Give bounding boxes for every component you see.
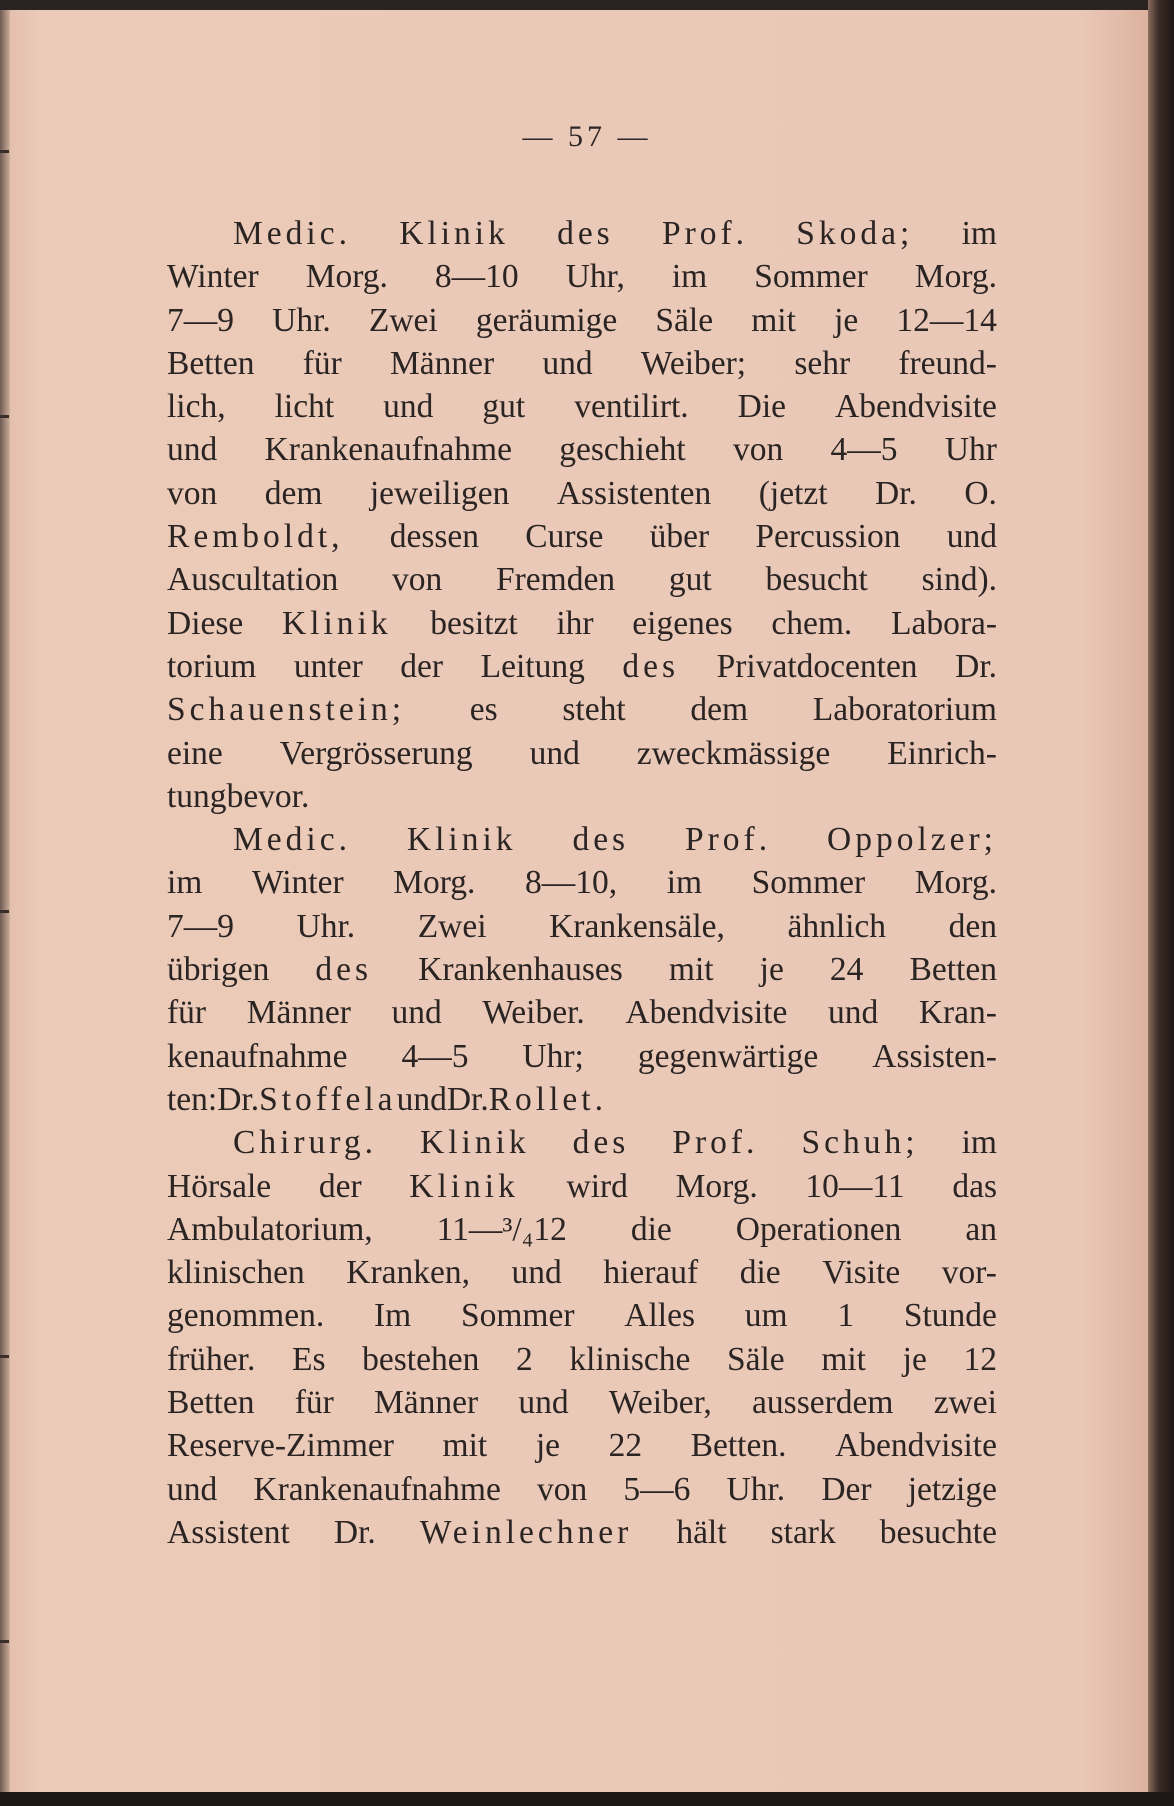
word: Laboratorium	[812, 691, 997, 729]
word: dem	[264, 474, 323, 512]
word: 8—10,	[525, 864, 618, 902]
word: übrigen	[167, 951, 270, 989]
word: für	[302, 344, 342, 382]
word: eigenes	[632, 604, 733, 642]
word: Uhr.	[296, 907, 356, 945]
word: Abendvisite	[625, 994, 788, 1032]
text-line	[167, 428, 997, 471]
text-line	[167, 558, 997, 601]
word: Es	[292, 1340, 326, 1378]
word: licht	[274, 388, 335, 426]
word: 22	[608, 1427, 643, 1465]
word: mit	[751, 301, 796, 339]
word: steht	[562, 691, 626, 729]
word: Klinik	[420, 1124, 530, 1162]
word: dem	[690, 691, 749, 729]
word: von	[167, 474, 218, 512]
word: Prof.	[672, 1124, 759, 1162]
word: Uhr	[944, 431, 997, 469]
text-line	[167, 818, 997, 861]
text-line	[167, 299, 997, 342]
word: freund-	[898, 344, 997, 382]
word: Kranken,	[346, 1254, 470, 1292]
word: Zwei	[368, 301, 438, 339]
word: vor-	[941, 1254, 997, 1292]
word: Dr.	[333, 1513, 376, 1551]
word: Rollet.	[488, 1080, 607, 1118]
word: hierauf	[603, 1254, 699, 1292]
word: Reserve-Zimmer	[167, 1427, 394, 1465]
text-line	[167, 905, 997, 948]
word: Hörsale	[167, 1167, 272, 1205]
word: Betten	[167, 1384, 255, 1422]
word: Die	[737, 388, 787, 426]
text-line	[167, 472, 997, 515]
word: Remboldt,	[167, 518, 344, 556]
word: ihr	[556, 604, 594, 642]
word: kenaufnahme	[167, 1037, 348, 1075]
word: für	[167, 994, 207, 1032]
word: mit	[821, 1340, 866, 1378]
word: Der	[821, 1470, 872, 1508]
word: Klinik	[409, 1167, 519, 1205]
word: tung	[167, 777, 227, 815]
word: Chirurg.	[233, 1124, 377, 1162]
word: torium	[167, 647, 257, 685]
scan-bottom-edge	[0, 1792, 1174, 1806]
word: die	[630, 1210, 672, 1248]
word: klinischen	[167, 1254, 305, 1292]
word: Weiber.	[482, 994, 585, 1032]
word: Klinik	[399, 215, 509, 252]
text-line	[167, 1251, 997, 1294]
word: Visite	[822, 1254, 901, 1292]
word: an	[965, 1210, 997, 1248]
word: Prof.	[685, 821, 772, 859]
word: je	[759, 951, 784, 989]
word: Medic.	[233, 821, 351, 859]
text-line	[167, 861, 997, 904]
word: O.	[964, 474, 997, 512]
word: Stunde	[903, 1297, 997, 1335]
text-line	[167, 212, 997, 255]
word: der	[400, 647, 444, 685]
word: Krankenhauses	[418, 951, 623, 989]
word: 12—14	[896, 301, 997, 339]
word: gut	[482, 388, 526, 426]
paragraph-oppolzer	[167, 818, 997, 1121]
word: hält	[676, 1513, 727, 1551]
word: jeweiligen	[369, 474, 510, 512]
word: Dr.	[217, 1080, 260, 1118]
word: 1	[837, 1297, 855, 1335]
word: ventilirt.	[574, 388, 689, 426]
text-line	[167, 1035, 997, 1078]
edge-mark	[0, 1355, 9, 1358]
word: Oppolzer;	[827, 821, 997, 859]
word: unter	[293, 647, 363, 685]
word: je	[834, 301, 859, 339]
word: es	[469, 691, 498, 729]
word: Männer	[373, 1384, 479, 1422]
word: jetzige	[907, 1470, 997, 1508]
word: Percussion	[755, 518, 901, 556]
word: Morg.	[675, 1167, 758, 1205]
word: 5—6	[623, 1470, 691, 1508]
word: Einrich-	[887, 734, 997, 772]
text-line	[167, 732, 997, 775]
word: Ambulatorium,	[167, 1210, 373, 1248]
text-line	[167, 515, 997, 558]
word: Dr.	[875, 474, 917, 512]
word: Assistenten	[556, 474, 712, 512]
word: Krankensäle,	[549, 907, 725, 945]
word: ausserdem	[752, 1384, 894, 1422]
word: Zwei	[417, 907, 487, 945]
word: Leitung	[480, 647, 585, 685]
word: Krankenaufnahme	[253, 1470, 501, 1508]
text-line	[167, 645, 997, 688]
page-left-edge	[0, 10, 10, 1794]
word: je	[535, 1427, 560, 1465]
word: Männer	[246, 994, 351, 1032]
word: Abendvisite	[835, 388, 997, 426]
edge-mark	[0, 415, 9, 418]
word: über	[649, 518, 710, 556]
text-line	[167, 1165, 997, 1208]
word: Sommer	[460, 1297, 575, 1335]
paragraph-schuh	[167, 1121, 997, 1554]
word: Stoffela	[259, 1080, 397, 1118]
text-line	[167, 948, 997, 991]
word: klinische	[569, 1340, 691, 1378]
word: je	[902, 1340, 927, 1378]
word: Schuh;	[801, 1124, 919, 1162]
word: von	[733, 431, 784, 469]
word: Alles	[624, 1297, 695, 1335]
word: Labora-	[890, 604, 997, 642]
word: und	[518, 1384, 569, 1422]
word: Assistent	[167, 1513, 290, 1551]
word: gegenwärtige	[637, 1037, 819, 1075]
text-line	[167, 255, 997, 298]
text-line	[167, 602, 997, 645]
word: des	[572, 1124, 630, 1162]
word: Operationen	[735, 1210, 902, 1248]
word: mit	[442, 1427, 488, 1465]
word: den	[948, 907, 997, 945]
text-line	[167, 1121, 997, 1164]
word: und	[167, 1470, 218, 1508]
word: 2	[516, 1340, 533, 1378]
word: Uhr,	[565, 258, 625, 296]
word: Skoda;	[796, 215, 914, 252]
word: wird	[566, 1167, 628, 1205]
word: 8—10	[434, 258, 519, 296]
text-line	[167, 1294, 997, 1337]
word: von	[391, 561, 443, 599]
word: ähnlich	[787, 907, 887, 945]
word: besucht	[765, 561, 868, 599]
word: Krankenaufnahme	[264, 431, 512, 469]
word: ten:	[167, 1080, 218, 1118]
word: 4—5	[401, 1037, 469, 1075]
word: Sommer	[754, 258, 868, 296]
word: Klinik	[406, 821, 517, 859]
word: im	[666, 864, 703, 902]
word: und	[827, 994, 879, 1032]
word: Privatdocenten	[716, 647, 918, 685]
word: genommen.	[167, 1297, 325, 1335]
word: Medic.	[233, 215, 351, 252]
word: stark	[770, 1513, 836, 1551]
word: besitzt	[430, 604, 518, 642]
word: des	[557, 215, 614, 252]
word: 4—5	[830, 431, 898, 469]
word: Weiber;	[640, 344, 747, 382]
word: Im	[374, 1297, 412, 1335]
text-line	[167, 991, 997, 1034]
word: Auscultation	[167, 561, 339, 599]
word: um	[744, 1297, 788, 1335]
word: Morg.	[914, 864, 997, 902]
word: zwei	[933, 1384, 997, 1422]
word: Morg.	[914, 258, 997, 296]
word: 11—³/₄12	[436, 1210, 567, 1248]
word: Schauenstein;	[167, 691, 406, 729]
word: 7—9	[167, 907, 234, 945]
word: und	[511, 1254, 562, 1292]
word: des	[572, 821, 630, 859]
word: und	[383, 388, 434, 426]
text-line	[167, 1468, 997, 1511]
text-line	[167, 688, 997, 731]
word: bestehen	[362, 1340, 480, 1378]
word: geschieht	[559, 431, 686, 469]
word: Betten	[167, 344, 255, 382]
word: und	[167, 431, 218, 469]
word: Winter	[251, 864, 344, 902]
word: Weiber,	[608, 1384, 712, 1422]
word: Männer	[389, 344, 495, 382]
word: die	[739, 1254, 781, 1292]
text-line	[167, 775, 997, 818]
word: Assisten-	[872, 1037, 997, 1075]
word: Winter	[167, 258, 259, 296]
word: Dr.	[955, 647, 997, 685]
word: 12	[963, 1340, 997, 1378]
page-number: — 57 —	[522, 120, 652, 153]
word: und	[946, 518, 997, 556]
word: geräumige	[475, 301, 618, 339]
word: und	[542, 344, 593, 382]
word: Fremden	[496, 561, 616, 599]
word: im	[167, 864, 203, 902]
word: dessen	[389, 518, 480, 556]
text-line	[167, 1381, 997, 1424]
word: im	[961, 215, 997, 252]
word: Curse	[525, 518, 604, 556]
text-line	[167, 385, 997, 428]
word: früher.	[167, 1340, 256, 1378]
word: Uhr.	[726, 1470, 786, 1508]
word: besuchte	[879, 1513, 997, 1551]
word: Morg.	[393, 864, 476, 902]
word: Betten.	[690, 1427, 787, 1465]
word: Abendvisite	[835, 1427, 997, 1465]
word: mit	[668, 951, 714, 989]
word: zweckmässige	[636, 734, 831, 772]
word: Dr.	[446, 1080, 489, 1118]
word: und	[529, 734, 580, 772]
text-line	[167, 1424, 997, 1467]
word: und	[396, 1080, 447, 1118]
word: Uhr;	[522, 1037, 584, 1075]
edge-mark	[0, 910, 9, 913]
text-line	[167, 1078, 997, 1121]
word: chem.	[771, 604, 853, 642]
word: Betten	[909, 951, 997, 989]
word: der	[318, 1167, 362, 1205]
word: Diese	[167, 604, 244, 642]
word: im	[671, 258, 708, 296]
paragraph-skoda	[167, 212, 997, 818]
word: Säle	[726, 1340, 785, 1378]
edge-mark	[0, 1640, 9, 1643]
text-line	[167, 1511, 997, 1554]
word: des	[622, 647, 680, 685]
word: Vergrösserung	[279, 734, 473, 772]
word: gut	[668, 561, 712, 599]
word: lich,	[167, 388, 226, 426]
book-gutter	[1148, 0, 1174, 1806]
word: sehr	[794, 344, 851, 382]
text-line	[167, 342, 997, 385]
word: das	[952, 1167, 997, 1205]
word: Säle	[655, 301, 714, 339]
word: Klinik	[281, 604, 392, 642]
word: Weinlechner	[419, 1513, 633, 1551]
word: 7—9	[167, 301, 234, 339]
word: Kran-	[918, 994, 997, 1032]
text-line	[167, 1208, 997, 1251]
text-line	[167, 1338, 997, 1381]
word: Prof.	[661, 215, 749, 252]
word: des	[315, 951, 373, 989]
word: Uhr.	[272, 301, 331, 339]
word: Sommer	[751, 864, 866, 902]
word: und	[391, 994, 442, 1032]
word: eine	[167, 734, 223, 772]
word: 10—11	[805, 1167, 905, 1205]
word: Morg.	[305, 258, 388, 296]
word: bevor.	[226, 777, 310, 815]
word: (jetzt	[758, 474, 828, 512]
word: im	[961, 1124, 997, 1162]
page-body-text	[167, 212, 997, 1554]
word: für	[294, 1384, 334, 1422]
word: von	[536, 1470, 588, 1508]
word: 24	[829, 951, 864, 989]
word: sind).	[921, 561, 997, 599]
